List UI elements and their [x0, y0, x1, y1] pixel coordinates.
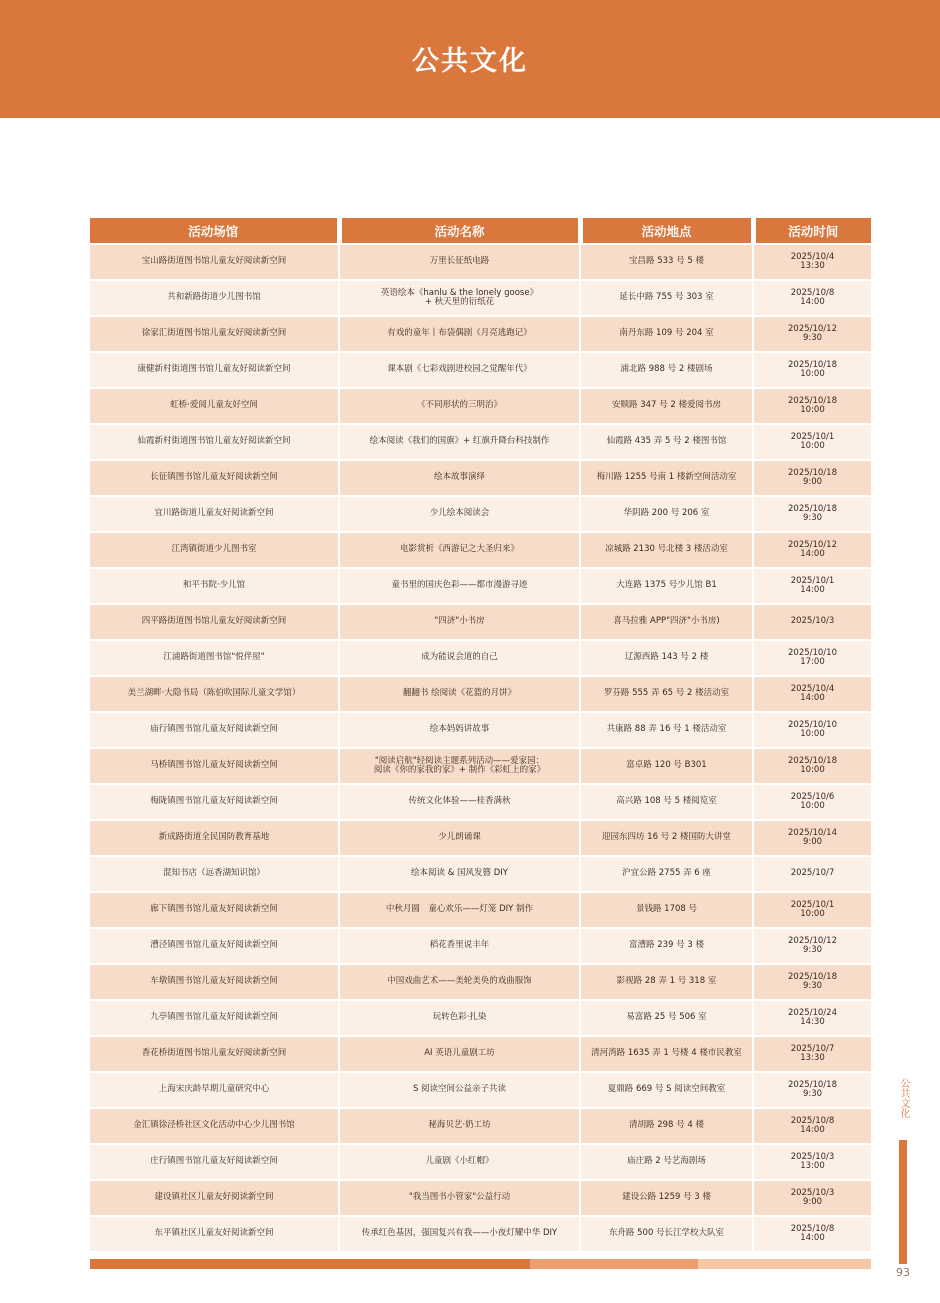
cell-location: 延长中路 755 号 303 室 [580, 280, 753, 316]
cell-activity [339, 640, 580, 676]
cell-time: 10:00 [800, 765, 825, 775]
cell-venue: 共和新路街道少儿图书馆 [90, 280, 339, 316]
cell-time: 14:00 [800, 693, 825, 703]
cell-activity [339, 928, 580, 964]
cell-date: 2025/10/18 [788, 1079, 837, 1090]
cell-activity [339, 820, 580, 856]
cell-location: 富漕路 239 号 3 楼 [580, 928, 753, 964]
cell-venue: 仙霞新村街道图书馆儿童友好阅读新空间 [90, 424, 339, 460]
cell-date: 2025/10/7 [790, 1043, 835, 1054]
cell-date: 2025/10/12 [788, 935, 837, 946]
table-row [90, 640, 871, 676]
cell-date: 2025/10/18 [788, 467, 837, 478]
cell-date: 2025/10/4 [790, 683, 835, 694]
cell-date: 2025/10/12 [788, 323, 837, 334]
cell-activity-line: 《不同形状的三明治》 [416, 400, 502, 411]
header-banner [0, 0, 940, 118]
cell-date: 2025/10/8 [790, 287, 835, 298]
cell-date: 2025/10/10 [788, 719, 837, 730]
cell-location: 辽源西路 143 号 2 楼 [580, 640, 753, 676]
table-row [90, 1000, 871, 1036]
table-row [90, 892, 871, 928]
side-section-bar [899, 1140, 907, 1264]
cell-date: 2025/10/8 [790, 1223, 835, 1234]
cell-activity [339, 604, 580, 640]
cell-activity-line: 绘本阅读《我们的国旗》+ 红旗升降台科技制作 [369, 436, 550, 447]
cell-datetime [753, 1072, 871, 1108]
table-row [90, 604, 871, 640]
cell-date: 2025/10/6 [790, 791, 835, 802]
cell-datetime [753, 892, 871, 928]
cell-location: 浦北路 988 号 2 楼剧场 [580, 352, 753, 388]
side-section-label: 公共文化 [898, 1078, 909, 1118]
cell-datetime [753, 496, 871, 532]
cell-time: 14:00 [800, 1125, 825, 1135]
cell-activity [339, 388, 580, 424]
cell-datetime [753, 1000, 871, 1036]
cell-location: 罗芬路 555 弄 65 号 2 楼活动室 [580, 676, 753, 712]
cell-date: 2025/10/24 [788, 1007, 837, 1018]
cell-location: 清胡路 298 号 4 楼 [580, 1108, 753, 1144]
cell-activity [339, 1216, 580, 1251]
cell-activity [339, 748, 580, 784]
cell-venue: 美兰湖畔·大隐书局（陈伯吹国际儿童文学馆） [90, 676, 339, 712]
cell-location: 迎园东四坊 16 号 2 楼国防大讲堂 [580, 820, 753, 856]
cell-activity-line: 中国戏曲艺术——美轮美奂的戏曲服饰 [387, 976, 532, 987]
bottom-bar-segment-3 [698, 1259, 871, 1269]
table-row [90, 1108, 871, 1144]
cell-activity [339, 316, 580, 352]
cell-activity-line: 传统文化体验——桂香满秋 [408, 796, 511, 807]
cell-time: 14:00 [800, 1233, 825, 1243]
cell-activity-line: 绘本妈妈讲故事 [429, 724, 490, 735]
cell-time: 9:30 [802, 513, 823, 523]
cell-activity-line: 绘本故事演绎 [433, 472, 485, 483]
table-body [90, 244, 871, 1251]
cell-activity-line: 阅读《你的家我的家》+ 制作《彩虹上的家》 [373, 765, 546, 775]
cell-location: 凉城路 2130 号北楼 3 楼活动室 [580, 532, 753, 568]
cell-venue: 马桥镇图书馆儿童友好阅读新空间 [90, 748, 339, 784]
cell-datetime [753, 424, 871, 460]
cell-date: 2025/10/4 [790, 251, 835, 262]
cell-time: 14:00 [800, 585, 825, 595]
table-row [90, 352, 871, 388]
table-header-row [90, 218, 871, 244]
cell-time: 10:00 [800, 441, 825, 451]
cell-activity [339, 1144, 580, 1180]
cell-datetime [753, 784, 871, 820]
cell-venue: 庙行镇图书馆儿童友好阅读新空间 [90, 712, 339, 748]
cell-datetime [753, 1144, 871, 1180]
cell-date: 2025/10/3 [790, 1151, 835, 1162]
cell-time: 10:00 [800, 801, 825, 811]
cell-activity-line: 玩转色彩·扎染 [432, 1012, 487, 1023]
cell-activity [339, 856, 580, 892]
cell-venue: 建设镇社区儿童友好阅读新空间 [90, 1180, 339, 1216]
page-title: 公共文化 [412, 45, 528, 77]
cell-venue: 东平镇社区儿童友好阅读新空间 [90, 1216, 339, 1251]
table-row [90, 568, 871, 604]
cell-date: 2025/10/18 [788, 755, 837, 766]
cell-datetime [753, 1216, 871, 1251]
cell-date: 2025/10/18 [788, 971, 837, 982]
cell-venue: 和平书院·少儿馆 [90, 568, 339, 604]
cell-activity-line: 秘海贝艺·奶工坊 [428, 1120, 491, 1131]
cell-date: 2025/10/7 [790, 868, 835, 879]
cell-location: 仙霞路 435 弄 5 号 2 楼图书馆 [580, 424, 753, 460]
table-row [90, 1180, 871, 1216]
cell-activity [339, 244, 580, 280]
cell-activity-line: 课本剧《七彩戏剧进校园之觉醒年代》 [387, 364, 532, 375]
table-row [90, 820, 871, 856]
cell-activity-line: 成为能说会道的自己 [421, 652, 498, 663]
cell-location: 景钱路 1708 号 [580, 892, 753, 928]
cell-date: 2025/10/1 [790, 431, 835, 442]
table-row [90, 1216, 871, 1251]
column-header-venue: 活动场馆 [90, 218, 339, 244]
cell-date: 2025/10/10 [788, 647, 837, 658]
cell-date: 2025/10/12 [788, 539, 837, 550]
cell-time: 13:30 [800, 1053, 825, 1063]
cell-venue: 香花桥街道图书馆儿童友好阅读新空间 [90, 1036, 339, 1072]
cell-location: 易富路 25 号 506 室 [580, 1000, 753, 1036]
cell-time: 9:30 [802, 981, 823, 991]
table-row [90, 748, 871, 784]
cell-venue: 虹桥·爱阅儿童友好空间 [90, 388, 339, 424]
cell-venue: 漕泾镇图书馆儿童友好阅读新空间 [90, 928, 339, 964]
table-row [90, 496, 871, 532]
table-row [90, 676, 871, 712]
cell-activity-line: 少儿朗诵课 [438, 832, 481, 843]
cell-datetime [753, 820, 871, 856]
cell-activity-line: 英语绘本《hanlu & the lonely goose》 [380, 287, 539, 298]
cell-datetime [753, 1108, 871, 1144]
cell-time: 9:30 [802, 1089, 823, 1099]
cell-activity [339, 712, 580, 748]
table-row [90, 244, 871, 280]
cell-activity-line: "阅读启航"轻阅读主题系列活动——爱家园： [374, 755, 545, 766]
cell-venue: 江湾镇街道少儿图书室 [90, 532, 339, 568]
table-row [90, 1036, 871, 1072]
cell-activity-line: 万里长征纸电路 [429, 256, 490, 267]
cell-date: 2025/10/3 [790, 616, 835, 627]
cell-activity-line: 传承红色基因，强国复兴有我——小夜灯耀中华 DIY [361, 1228, 558, 1239]
cell-time: 17:00 [800, 657, 825, 667]
cell-time: 9:00 [802, 1197, 823, 1207]
cell-activity [339, 1036, 580, 1072]
cell-date: 2025/10/14 [788, 827, 837, 838]
cell-activity-line: 童书里的国庆色彩——都市漫游寻迹 [391, 580, 528, 591]
cell-venue: 金汇镇徐泾桥社区文化活动中心少儿图书馆 [90, 1108, 339, 1144]
cell-date: 2025/10/18 [788, 359, 837, 370]
cell-datetime [753, 604, 871, 640]
cell-activity [339, 352, 580, 388]
cell-location: 沪宜公路 2755 弄 6 座 [580, 856, 753, 892]
table-row [90, 388, 871, 424]
table-row [90, 280, 871, 316]
cell-activity [339, 676, 580, 712]
cell-datetime [753, 712, 871, 748]
cell-activity [339, 568, 580, 604]
cell-datetime [753, 280, 871, 316]
cell-venue: 廊下镇图书馆儿童友好阅读新空间 [90, 892, 339, 928]
cell-time: 10:00 [800, 405, 825, 415]
bottom-bar-segment-2 [530, 1259, 698, 1269]
cell-time: 9:30 [802, 945, 823, 955]
cell-activity [339, 964, 580, 1000]
cell-datetime [753, 928, 871, 964]
cell-location: 富卓路 120 号 B301 [580, 748, 753, 784]
cell-activity-line: 翻翻书 绘阅读《花篮的月饼》 [402, 688, 517, 699]
cell-datetime [753, 1036, 871, 1072]
cell-location: 东舟路 500 号长江学校大队室 [580, 1216, 753, 1251]
cell-date: 2025/10/1 [790, 575, 835, 586]
cell-activity [339, 892, 580, 928]
cell-activity [339, 280, 580, 316]
table-row [90, 1144, 871, 1180]
cell-venue: 庄行镇图书馆儿童友好阅读新空间 [90, 1144, 339, 1180]
cell-activity-line: + 秋天里的衍纸花 [424, 297, 495, 307]
cell-venue: 梅陇镇图书馆儿童友好阅读新空间 [90, 784, 339, 820]
cell-venue: 新成路街道全民国防教育基地 [90, 820, 339, 856]
cell-venue: 车墩镇图书馆儿童友好阅读新空间 [90, 964, 339, 1000]
cell-date: 2025/10/1 [790, 899, 835, 910]
cell-activity-line: 稻花香里说丰年 [429, 940, 490, 951]
column-header-time: 活动时间 [753, 218, 871, 244]
cell-datetime [753, 244, 871, 280]
cell-venue: 长征镇图书馆儿童友好阅读新空间 [90, 460, 339, 496]
cell-time: 9:00 [802, 837, 823, 847]
cell-activity-line: "四济"小书房 [434, 616, 485, 627]
cell-date: 2025/10/18 [788, 395, 837, 406]
cell-datetime [753, 748, 871, 784]
column-header-location: 活动地点 [580, 218, 753, 244]
cell-location: 夏鼎路 669 号 S 阅读空间教室 [580, 1072, 753, 1108]
table-row [90, 712, 871, 748]
cell-venue: 上海宋庆龄早期儿童研究中心 [90, 1072, 339, 1108]
table-row [90, 1072, 871, 1108]
cell-date: 2025/10/3 [790, 1187, 835, 1198]
cell-location: 宝昌路 533 号 5 楼 [580, 244, 753, 280]
cell-time: 10:00 [800, 909, 825, 919]
cell-time: 10:00 [800, 729, 825, 739]
events-table [90, 218, 871, 1251]
cell-location: 共康路 88 弄 16 号 1 楼活动室 [580, 712, 753, 748]
cell-activity [339, 496, 580, 532]
column-header-activity: 活动名称 [339, 218, 580, 244]
cell-activity [339, 532, 580, 568]
table-row [90, 784, 871, 820]
cell-activity [339, 1180, 580, 1216]
cell-datetime [753, 316, 871, 352]
cell-activity-line: 绘本阅读 & 国风发簪 DIY [411, 868, 508, 879]
cell-time: 9:30 [802, 333, 823, 343]
cell-venue: 宜川路街道儿童友好阅读新空间 [90, 496, 339, 532]
cell-datetime [753, 532, 871, 568]
cell-time: 13:00 [800, 1161, 825, 1171]
table-row [90, 928, 871, 964]
cell-activity [339, 424, 580, 460]
cell-time: 14:00 [800, 549, 825, 559]
cell-time: 9:00 [802, 477, 823, 487]
cell-location: 高兴路 108 号 5 楼阅览室 [580, 784, 753, 820]
cell-activity-line: AI 英语儿童剧工坊 [424, 1048, 495, 1059]
table-row [90, 856, 871, 892]
cell-activity-line: 少儿绘本阅读会 [429, 508, 490, 519]
cell-datetime [753, 388, 871, 424]
cell-location: 梅川路 1255 号南 1 楼新空间活动室 [580, 460, 753, 496]
cell-activity [339, 1072, 580, 1108]
bottom-bar-segment-1 [90, 1259, 530, 1269]
cell-location: 南丹东路 109 号 204 室 [580, 316, 753, 352]
cell-location: 喜马拉雅 APP"四济"小书房) [580, 604, 753, 640]
cell-location: 安顺路 347 号 2 楼爱阅书房 [580, 388, 753, 424]
cell-location: 影视路 28 弄 1 号 318 室 [580, 964, 753, 1000]
cell-datetime [753, 640, 871, 676]
cell-time: 14:00 [800, 297, 825, 307]
cell-date: 2025/10/8 [790, 1115, 835, 1126]
cell-time: 13:30 [800, 261, 825, 271]
cell-datetime [753, 1180, 871, 1216]
table-row [90, 424, 871, 460]
cell-location: 庙庄路 2 号艺海剧场 [580, 1144, 753, 1180]
cell-location: 清河湾路 1635 弄 1 号楼 4 楼市民教室 [580, 1036, 753, 1072]
cell-venue: 康健新村街道图书馆儿童友好阅读新空间 [90, 352, 339, 388]
cell-location: 建设公路 1259 号 3 楼 [580, 1180, 753, 1216]
cell-activity-line: 有戏的童年丨布袋偶剧《月亮逃跑记》 [387, 328, 532, 339]
cell-date: 2025/10/18 [788, 503, 837, 514]
cell-venue: 混知书店（远香湖知识馆） [90, 856, 339, 892]
cell-venue: 徐家汇街道图书馆儿童友好阅读新空间 [90, 316, 339, 352]
cell-datetime [753, 460, 871, 496]
table-row [90, 316, 871, 352]
cell-activity-line: S 阅读空间公益亲子共读 [412, 1084, 507, 1095]
cell-datetime [753, 964, 871, 1000]
cell-activity-line: "我当图书小管家"公益行动 [408, 1192, 511, 1203]
cell-datetime [753, 856, 871, 892]
page-number: 93 [896, 1266, 910, 1279]
cell-time: 14:30 [800, 1017, 825, 1027]
cell-time: 10:00 [800, 369, 825, 379]
cell-activity [339, 460, 580, 496]
cell-activity [339, 1000, 580, 1036]
cell-venue: 宝山路街道图书馆儿童友好阅读新空间 [90, 244, 339, 280]
cell-activity [339, 784, 580, 820]
cell-datetime [753, 352, 871, 388]
table-row [90, 964, 871, 1000]
cell-activity [339, 1108, 580, 1144]
cell-venue: 江浦路街道图书馆"悦伴屋" [90, 640, 339, 676]
cell-datetime [753, 676, 871, 712]
cell-activity-line: 儿童剧《小红帽》 [425, 1156, 494, 1167]
cell-venue: 九亭镇图书馆儿童友好阅读新空间 [90, 1000, 339, 1036]
table-row [90, 532, 871, 568]
table-row [90, 460, 871, 496]
cell-location: 华阴路 200 号 206 室 [580, 496, 753, 532]
cell-venue: 四平路街道图书馆儿童友好阅读新空间 [90, 604, 339, 640]
cell-datetime [753, 568, 871, 604]
cell-activity-line: 电影赏析《西游记之大圣归来》 [399, 544, 519, 555]
cell-location: 大连路 1375 号少儿馆 B1 [580, 568, 753, 604]
cell-activity-line: 中秋月圆 童心欢乐——灯笼 DIY 制作 [385, 904, 534, 915]
